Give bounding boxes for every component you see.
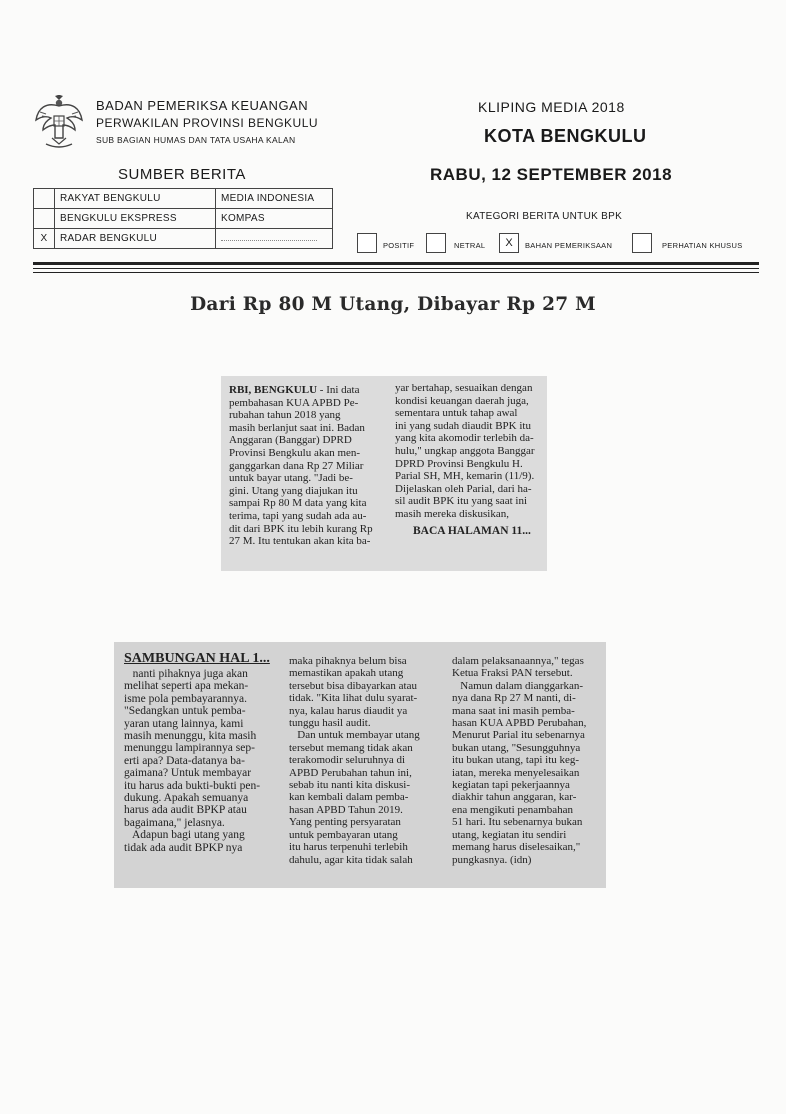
article-line: utang, kegiatan itu sendiri: [452, 828, 567, 841]
article-column: [124, 650, 270, 854]
article-line: sebab itu nanti kita diskusi-: [289, 779, 410, 792]
article-line: isme pola pembayarannya.: [124, 692, 247, 705]
article-line: 51 hari. Itu sebenarnya bukan: [452, 816, 583, 829]
article-line: Dan untuk membayar utang: [289, 729, 420, 742]
article-line: terima, tapi yang sudah ada au-: [229, 509, 367, 522]
article-line: mana saat ini masih pemba-: [452, 704, 575, 717]
article-line: yang kita akomodir terlebih da-: [395, 432, 534, 445]
article-line: Dijelaskan oleh Parial, dari ha-: [395, 482, 532, 495]
article-line: masih menunggu, kita masih: [124, 730, 257, 743]
article-line: dit dari BPK itu lebih kurang Rp: [229, 522, 373, 535]
article-line: 27 M. Itu tentukan akan kita ba-: [229, 535, 371, 548]
article-line: melihat seperti apa mekan-: [124, 680, 249, 693]
institution-branch: PERWAKILAN PROVINSI BENGKULU: [96, 116, 319, 130]
article-line: nya, kalau harus diaudit ya: [289, 704, 408, 717]
category-label: BAHAN PEMERIKSAAN: [525, 241, 613, 250]
article-line: itu bukan utang, tapi itu keg-: [452, 754, 580, 767]
article-line: pembahasan KUA APBD Pe-: [229, 396, 359, 409]
article-line: menunggu lampirannya sep-: [124, 742, 255, 755]
article-line: kan kembali dalam pemba-: [289, 791, 409, 804]
category-label: PERHATIAN KHUSUS: [662, 241, 743, 250]
article-line: sil audit BPK itu yang saat ini: [395, 495, 527, 508]
article-line: masih berlanjut saat ini. Badan: [229, 421, 365, 434]
divider-rule: [33, 262, 759, 265]
article-line: Parial SH, MH, kemarin (11/9).: [395, 470, 535, 483]
kliping-label: KLIPING MEDIA 2018: [478, 99, 625, 115]
article-headline: Dari Rp 80 M Utang, Dibayar Rp 27 M: [190, 294, 596, 315]
divider-rule: [33, 272, 759, 273]
source-name: MEDIA INDONESIA: [216, 189, 333, 209]
category-label: POSITIF: [383, 241, 415, 250]
source-mark: [34, 189, 55, 209]
article-line: hasan APBD Tahun 2019.: [289, 803, 403, 816]
article-line: gini. Utang yang diajukan itu: [229, 484, 358, 497]
article-line: Menurut Parial itu sebenarnya: [452, 729, 585, 742]
article-line: rubahan tahun 2018 yang: [229, 409, 341, 422]
news-clipping-part1: [221, 376, 547, 571]
article-line: kondisi keuangan daerah juga,: [395, 394, 529, 407]
source-name: RAKYAT BENGKULU: [55, 189, 216, 209]
article-line: APBD Perubahan tahun ini,: [289, 766, 412, 779]
article-line: erti apa? Data-datanya ba-: [124, 754, 245, 767]
continuation-title: SAMBUNGAN HAL 1...: [124, 651, 270, 666]
article-line: Adapun bagi utang yang: [124, 829, 245, 842]
article-line: Yang penting persyaratan: [289, 816, 401, 829]
article-column: [229, 384, 373, 548]
article-line: yaran utang lainnya, kami: [124, 717, 244, 730]
article-line: tersebut memang tidak akan: [289, 741, 413, 754]
article-line: itu harus terpenuhi terlebih: [289, 841, 408, 854]
article-line: masih mereka diskusikan,: [395, 507, 509, 520]
source-row: [34, 229, 333, 249]
article-line: dukung. Apakah semuanya: [124, 792, 249, 805]
article-line: Provinsi Bengkulu akan men-: [229, 446, 361, 459]
city-label: KOTA BENGKULU: [484, 126, 647, 146]
article-dateline: RBI, BENGKULU: [229, 384, 318, 396]
article-line: hulu," ungkap anggota Banggar: [395, 444, 535, 457]
sources-table: [33, 188, 333, 249]
article-line: iatan, mereka menyelesaikan: [452, 766, 580, 779]
article-line: ganggarkan dana Rp 27 Miliar: [229, 459, 364, 472]
article-line: memang harus diselesaikan,": [452, 841, 581, 854]
category-checkbox-positif: [357, 233, 377, 253]
article-line: yar bertahap, sesuaikan dengan: [395, 382, 533, 394]
category-checkbox-perhatian-khusus: [632, 233, 652, 253]
article-line: terakomodir seluruhnya di: [289, 754, 406, 767]
source-row: [34, 189, 333, 209]
article-line: ini yang sudah diaudit BPK itu: [395, 419, 531, 432]
category-checkbox-bahan-pemeriksaan: X: [499, 233, 519, 253]
article-line: maka pihaknya belum bisa: [289, 655, 407, 667]
article-line: pungkasnya. (idn): [452, 853, 532, 866]
source-mark: [34, 209, 55, 229]
article-line: tidak. "Kita lihat dulu syarat-: [289, 692, 418, 705]
article-line: dahulu, agar kita tidak salah: [289, 853, 413, 866]
article-line: tunggu hasil audit.: [289, 717, 371, 730]
article-line: untuk bayar utang. "Jadi be-: [229, 472, 353, 485]
divider-rule: [33, 268, 759, 269]
article-line: Anggaran (Banggar) DPRD: [229, 434, 352, 447]
article-column: [452, 655, 586, 866]
article-line: "Sedangkan untuk pemba-: [124, 705, 246, 718]
article-line: kegiatan tapi pekerjaannya: [452, 779, 570, 792]
article-line: RBI, BENGKULU - Ini data: [229, 384, 360, 396]
institution-subdivision: SUB BAGIAN HUMAS DAN TATA USAHA KALAN: [96, 135, 296, 145]
sources-title: SUMBER BERITA: [118, 166, 246, 183]
article-line: bukan utang, "Sesungguhnya: [452, 741, 581, 754]
article-column: [289, 655, 420, 866]
article-line: ena mengikuti penambahan: [452, 803, 573, 816]
article-line: nya dana Rp 27 M nanti, di-: [452, 692, 576, 705]
article-line: Ketua Fraksi PAN tersebut.: [452, 667, 573, 680]
article-line: itu harus ada bukti-bukti pen-: [124, 779, 261, 792]
article-line: DPRD Provinsi Bengkulu H.: [395, 457, 523, 470]
garuda-emblem-icon: [34, 94, 84, 150]
article-line: bagaimana," jelasnya.: [124, 816, 225, 829]
date-label: RABU, 12 SEPTEMBER 2018: [430, 165, 673, 184]
category-title: KATEGORI BERITA UNTUK BPK: [466, 211, 623, 222]
article-line: dalam pelaksanaannya," tegas: [452, 655, 584, 667]
article-line: tersebut bisa dibayarkan atau: [289, 679, 417, 692]
institution-name: BADAN PEMERIKSA KEUANGAN: [96, 98, 309, 113]
source-name: KOMPAS: [216, 209, 333, 229]
article-line: harus ada audit BPKP atau: [124, 804, 247, 817]
source-mark: X: [34, 229, 55, 249]
article-line: sementara untuk tahap awal: [395, 407, 518, 420]
source-name: RADAR BENGKULU: [55, 229, 216, 249]
article-line: untuk pembayaran utang: [289, 828, 398, 841]
article-line: Namun dalam dianggarkan-: [452, 679, 584, 692]
article-column: [395, 382, 535, 537]
article-line: hasan KUA APBD Perubahan,: [452, 717, 587, 730]
category-label: NETRAL: [454, 241, 486, 250]
article-line: memastikan apakah utang: [289, 667, 404, 680]
article-line: gaimana? Untuk membayar: [124, 767, 252, 780]
category-checkbox-netral: [426, 233, 446, 253]
source-name: BENGKULU EKSPRESS: [55, 209, 216, 229]
source-name: [216, 229, 333, 249]
continued-label: BACA HALAMAN 11...: [413, 524, 531, 537]
article-line: sampai Rp 80 M data yang kita: [229, 497, 367, 510]
article-line: diakhir tahun anggaran, kar-: [452, 791, 577, 804]
news-clipping-part2: [114, 642, 606, 888]
article-line: nanti pihaknya juga akan: [124, 668, 248, 680]
article-line: tidak ada audit BPKP nya: [124, 841, 243, 854]
source-row: [34, 209, 333, 229]
